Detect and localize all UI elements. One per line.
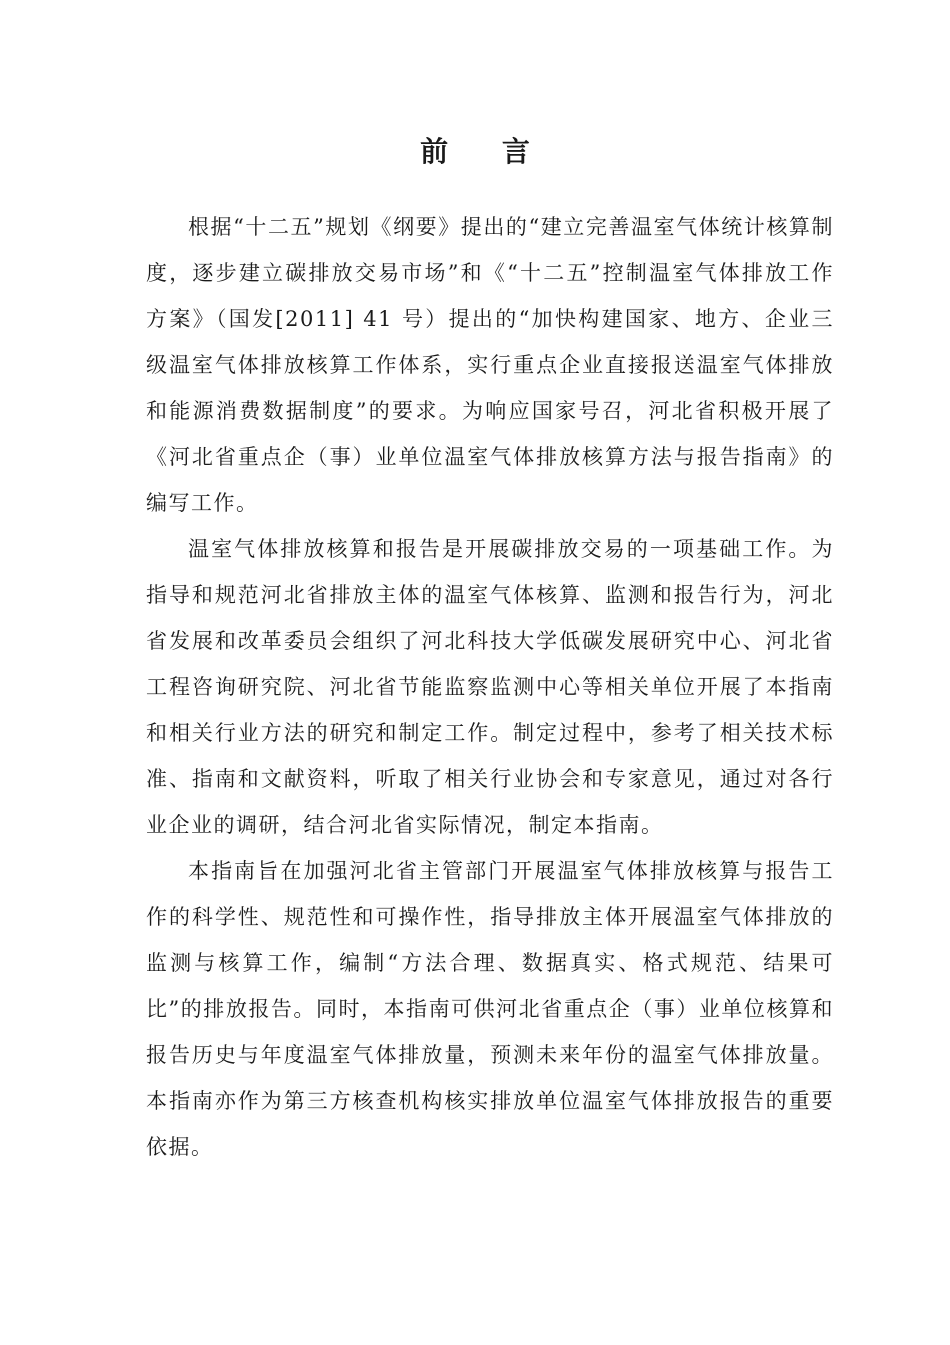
paragraph-1: 根据“十二五”规划《纲要》提出的“建立完善温室气体统计核算制度，逐步建立碳排放交易市场”和《“十二五”控制温室气体排放工作方案》（国发[2011] 41 号）提出的“加快构建国家、地方、企业三级温室气体排放核算工作体系，实行重点企业直接报送温室气体排放和能源消费数据制度”的要求。为响应国家号召，河北省积极开展了《河北省重点企（事）业单位温室气体排放核算方法与报告指南》的编写工作。	[146, 215, 834, 515]
page-title: 前 言	[420, 135, 552, 168]
paragraph-3: 本指南旨在加强河北省主管部门开展温室气体排放核算与报告工作的科学性、规范性和可操作性，指导排放主体开展温室气体排放的监测与核算工作，编制“方法合理、数据真实、格式规范、结果可比”的排放报告。同时，本指南可供河北省重点企（事）业单位核算和报告历史与年度温室气体排放量，预测未来年份的温室气体排放量。本指南亦作为第三方核查机构核实排放单位温室气体排放报告的重要依据。	[146, 859, 834, 1159]
paragraph-2: 温室气体排放核算和报告是开展碳排放交易的一项基础工作。为指导和规范河北省排放主体的温室气体核算、监测和报告行为，河北省发展和改革委员会组织了河北科技大学低碳发展研究中心、河北省工程咨询研究院、河北省节能监察监测中心等相关单位开展了本指南和相关行业方法的研究和制定工作。制定过程中，参考了相关技术标准、指南和文献资料，听取了相关行业协会和专家意见，通过对各行业企业的调研，结合河北省实际情况，制定本指南。	[146, 537, 834, 837]
document-body	[146, 204, 834, 1170]
